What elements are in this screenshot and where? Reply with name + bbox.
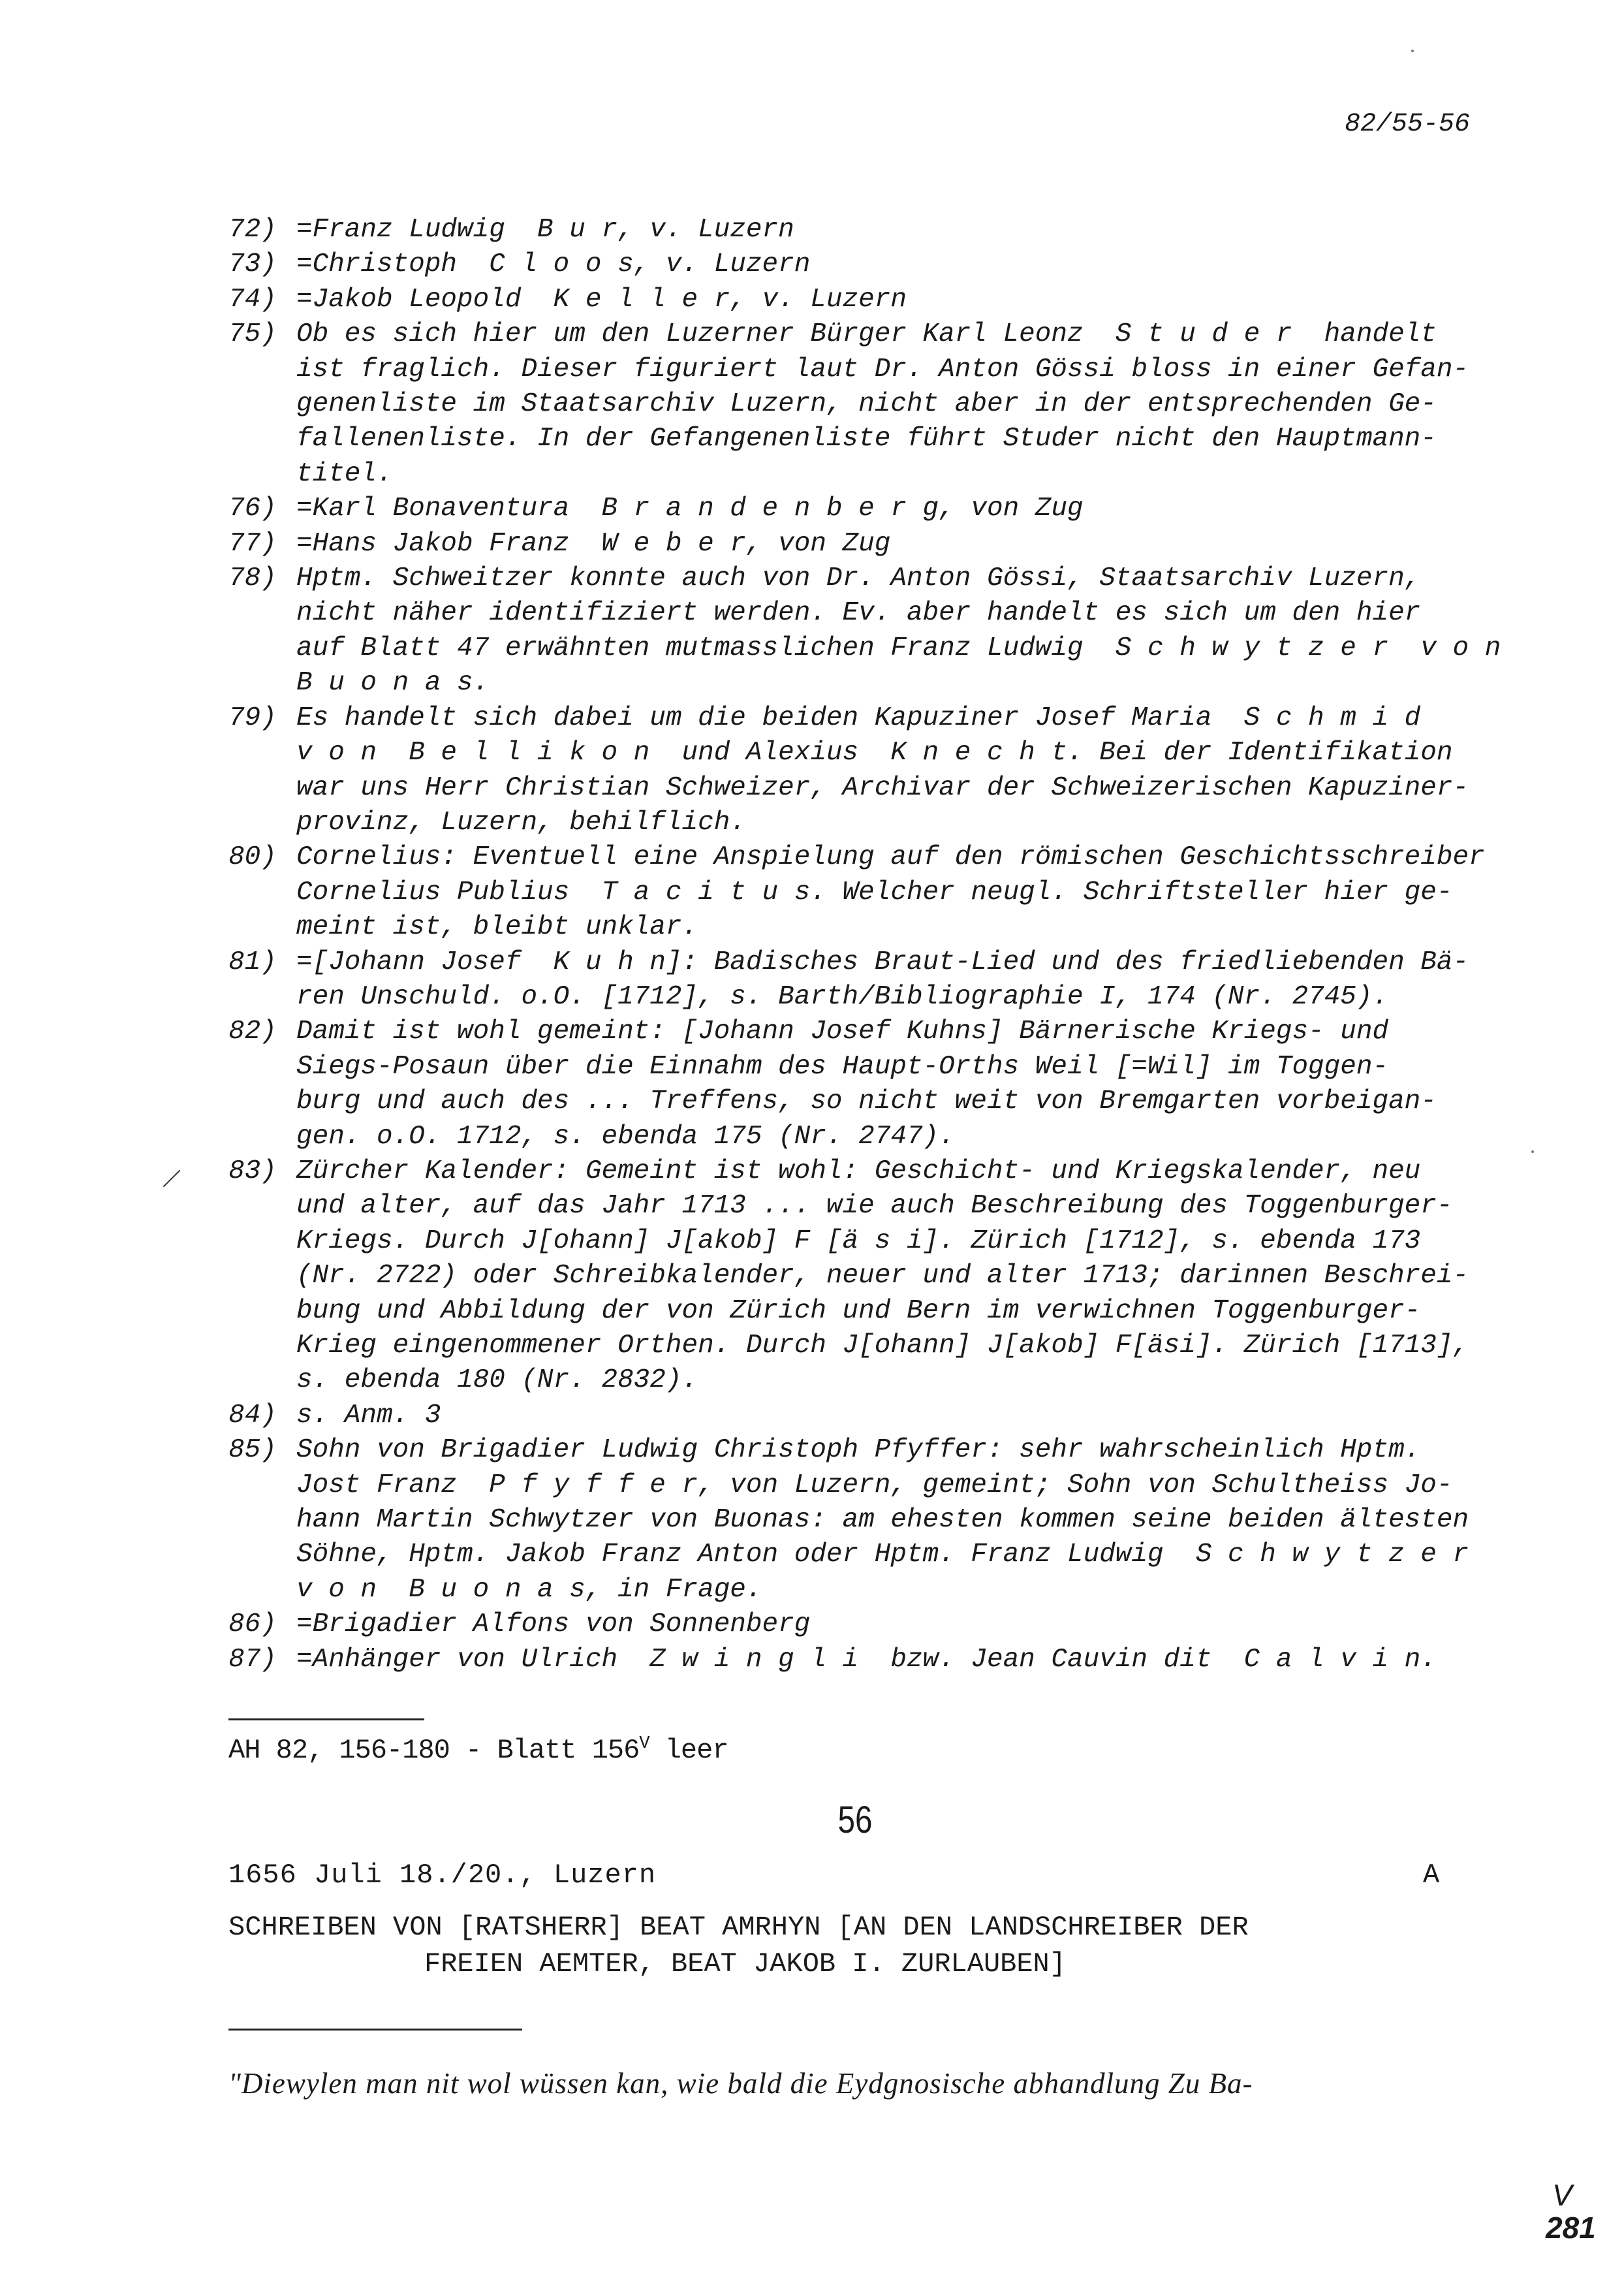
- footnote: [228, 247, 1534, 282]
- footnote: [228, 1399, 1534, 1433]
- source-text: AH 82, 156-180 - Blatt 156: [228, 1735, 640, 1766]
- page-reference: 82/55-56: [1345, 110, 1471, 139]
- footnote: [228, 1015, 1534, 1154]
- footnote-number: 85): [228, 1435, 277, 1466]
- footnote-number: 80): [228, 842, 277, 873]
- footnote-number: 72): [228, 215, 277, 245]
- footnote-number: 77): [228, 528, 277, 559]
- footnote-text: =Brigadier Alfons von Sonnenberg: [296, 1609, 811, 1640]
- source-suffix: leer: [649, 1735, 728, 1766]
- source-superscript: V: [639, 1734, 649, 1754]
- footnote-text: s. Anm. 3: [296, 1400, 441, 1430]
- footnote-number: 75): [228, 319, 277, 350]
- footnote-number: 87): [228, 1644, 277, 1675]
- footnote-text: =Anhänger von Ulrich Z w i n g l i bzw. Jean Cauvin dit C a l v i n.: [296, 1644, 1437, 1675]
- footnote: [228, 283, 1534, 317]
- footnote-text: Es handelt sich dabei um die beiden Kapuziner Josef Maria S c h m i d v o n B e l l i k o n und Alexius K n e c h t. Bei der Identifikation war uns Herr Christian Schweizer, Archivar der Schweizerischen Kapuziner- provinz, Luzern, behilflich.: [296, 703, 1469, 838]
- scan-speck: [1411, 50, 1414, 52]
- footnote-number: 78): [228, 563, 277, 594]
- footnote-number: 74): [228, 284, 277, 315]
- footnote-text: Cornelius: Eventuell eine Anspielung auf den römischen Geschichtsschreiber Cornelius Publius T a c i t u s. Welcher neugl. Schriftsteller hier ge- meint ist, bleibt unklar.: [296, 842, 1485, 943]
- footnote-text: =Christoph C l o o s, v. Luzern: [296, 249, 811, 280]
- margin-tick-mark: [163, 1170, 181, 1188]
- footnote-number: 86): [228, 1609, 277, 1640]
- footnote-number: 79): [228, 703, 277, 733]
- footnote: [228, 701, 1534, 841]
- footnote-number: 73): [228, 249, 277, 280]
- footnote-number: 82): [228, 1017, 277, 1047]
- footnote-text: Damit ist wohl gemeint: [Johann Josef Kuhns] Bärnerische Kriegs- und Siegs-Posaun über die Einnahm des Haupt-Orths Weil [=Wil] im Toggen- burg und auch des ... Treffens, so nicht weit von Bremgarten vorbeigan- gen. o.O. 1712, s. ebenda 175 (Nr. 2747).: [296, 1017, 1437, 1152]
- date-place: 1656 Juli 18./20., Luzern: [228, 1859, 657, 1891]
- footnote: [228, 317, 1534, 492]
- heading-line-1: SCHREIBEN VON [RATSHERR] BEAT AMRHYN [AN DEN LANDSCHREIBER DER: [228, 1912, 1249, 1943]
- footnote: [228, 561, 1534, 701]
- document-type: A: [1423, 1859, 1440, 1891]
- footnotes-list: [228, 213, 1534, 1677]
- heading-line-2: FREIEN AEMTER, BEAT JAKOB I. ZURLAUBEN]: [424, 1948, 1066, 1980]
- footnote: [228, 492, 1534, 526]
- footnote: [228, 840, 1534, 945]
- footnote-text: Ob es sich hier um den Luzerner Bürger Karl Leonz S t u d e r handelt ist fraglich. Dieser figuriert laut Dr. Anton Gössi bloss in einer Gefan- genenliste im Staatsarchiv Luzern, nicht aber in der entsprechenden Ge- fallenenliste. In der Gefangenenliste führt Studer nicht den Hauptmann- titel.: [296, 319, 1469, 489]
- footnote-number: 76): [228, 494, 277, 524]
- footnote: [228, 213, 1534, 247]
- footnote-number: 84): [228, 1400, 277, 1430]
- footnote-text: =Karl Bonaventura B r a n d e n b e r g, von Zug: [296, 494, 1084, 524]
- separator-line: [228, 1718, 424, 1720]
- footnote: [228, 1154, 1534, 1399]
- document-number: 56: [837, 1799, 873, 1841]
- footnote-text: Sohn von Brigadier Ludwig Christoph Pfyffer: sehr wahrscheinlich Hptm. Jost Franz P f y f f e r, von Luzern, gemeint; Sohn von Schultheiss Jo- hann Martin Schwytzer von Buonas: am ehesten kommen seine beiden ältesten Söhne, Hptm. Jakob Franz Anton oder Hptm. Franz Ludwig S c h w y t z e r v o n B u o n a s, in Frage.: [296, 1435, 1469, 1605]
- footnote-text: =[Johann Josef K u h n]: Badisches Braut-Lied und des friedliebenden Bä- ren Unschuld. o.O. [1712], s. Barth/Bibliographie I, 174 (Nr. 2745).: [296, 947, 1469, 1012]
- handwritten-page-number: 281: [1546, 2211, 1596, 2245]
- footnote-text: Zürcher Kalender: Gemeint ist wohl: Geschicht- und Kriegskalender, neu und alter, auf das Jahr 1713 ... wie auch Beschreibung des Toggenburger- Kriegs. Durch J[ohann] J[akob] F [ä s i]. Zürich [1712], s. ebenda 173 (Nr. 2722) oder Schreibkalender, neuer und alter 1713; darinnen Beschrei- bung und Abbildung der von Zürich und Bern im verwichnen Toggenburger- Krieg eingenommener Orthen. Durch J[ohann] J[akob] F[äsi]. Zürich [1713], s. ebenda 180 (Nr. 2832).: [296, 1156, 1469, 1396]
- handwritten-checkmark: V: [1552, 2178, 1572, 2212]
- footnote-text: =Franz Ludwig B u r, v. Luzern: [296, 215, 794, 245]
- scan-speck: [1531, 1150, 1534, 1153]
- separator-line: [228, 2029, 522, 2031]
- document-quote: "Diewylen man nit wol wüssen kan, wie bald die Eydgnosische abhandlung Zu Ba-: [228, 2067, 1253, 2100]
- footnote-text: Hptm. Schweitzer konnte auch von Dr. Anton Gössi, Staatsarchiv Luzern, nicht näher identifiziert werden. Ev. aber handelt es sich um den hier auf Blatt 47 erwähnten mutmasslichen Franz Ludwig S c h w y t z e r v o n B u o n a s.: [296, 563, 1501, 699]
- footnote: [228, 1643, 1534, 1677]
- footnote-number: 83): [228, 1156, 277, 1186]
- document-heading: [228, 1909, 1249, 1982]
- source-line: [228, 1734, 728, 1766]
- footnote-text: =Jakob Leopold K e l l e r, v. Luzern: [296, 284, 907, 315]
- footnote: [228, 1433, 1534, 1607]
- footnote-text: =Hans Jakob Franz W e b e r, von Zug: [296, 528, 891, 559]
- footnote: [228, 945, 1534, 1015]
- footnote: [228, 527, 1534, 561]
- footnote-number: 81): [228, 947, 277, 977]
- footnote: [228, 1607, 1534, 1642]
